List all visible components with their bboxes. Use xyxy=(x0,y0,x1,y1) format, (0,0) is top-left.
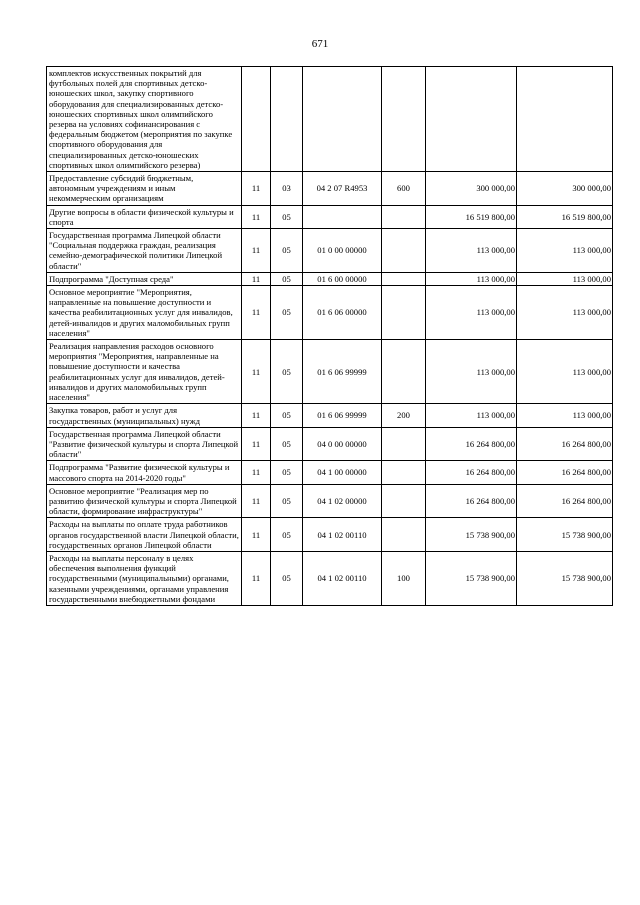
row-name: Государственная программа Липецкой области "Социальная поддержка граждан, реализация семейно-демографической политики Липецкой области" xyxy=(47,229,242,273)
subsection-code xyxy=(271,67,303,172)
amount-2: 15 738 900,00 xyxy=(517,551,613,605)
amount-2: 15 738 900,00 xyxy=(517,518,613,552)
amount-1: 15 738 900,00 xyxy=(426,551,517,605)
amount-1: 16 519 800,00 xyxy=(426,205,517,228)
expense-type-code xyxy=(382,340,426,404)
subsection-code: 05 xyxy=(271,551,303,605)
section-code: 11 xyxy=(242,229,271,273)
section-code: 11 xyxy=(242,461,271,484)
subsection-code: 05 xyxy=(271,484,303,518)
row-name: Другие вопросы в области физической культуры и спорта xyxy=(47,205,242,228)
expense-type-code: 200 xyxy=(382,404,426,427)
target-article-code xyxy=(303,67,382,172)
expense-type-code: 100 xyxy=(382,551,426,605)
row-name: Основное мероприятие "Реализация мер по развитию физической культуры и спорта Липецкой области, формирование инфраструктуры" xyxy=(47,484,242,518)
table-row xyxy=(47,404,613,427)
amount-1: 113 000,00 xyxy=(426,286,517,340)
subsection-code: 03 xyxy=(271,172,303,206)
target-article-code: 01 6 06 99999 xyxy=(303,404,382,427)
target-article-code: 04 1 02 00000 xyxy=(303,484,382,518)
target-article-code: 01 0 00 00000 xyxy=(303,229,382,273)
section-code: 11 xyxy=(242,404,271,427)
expense-type-code xyxy=(382,484,426,518)
expense-type-code xyxy=(382,427,426,461)
row-name: Государственная программа Липецкой области "Развитие физической культуры и спорта Липецкой области" xyxy=(47,427,242,461)
expense-type-code xyxy=(382,205,426,228)
subsection-code: 05 xyxy=(271,272,303,285)
section-code: 11 xyxy=(242,286,271,340)
amount-2: 113 000,00 xyxy=(517,286,613,340)
target-article-code: 04 2 07 R4953 xyxy=(303,172,382,206)
amount-2: 300 000,00 xyxy=(517,172,613,206)
amount-2 xyxy=(517,67,613,172)
amount-1: 16 264 800,00 xyxy=(426,461,517,484)
expense-type-code xyxy=(382,229,426,273)
target-article-code: 04 0 00 00000 xyxy=(303,427,382,461)
expense-type-code xyxy=(382,272,426,285)
target-article-code: 01 6 00 00000 xyxy=(303,272,382,285)
expense-type-code: 600 xyxy=(382,172,426,206)
table-row xyxy=(47,340,613,404)
table-row xyxy=(47,205,613,228)
table-row xyxy=(47,67,613,172)
amount-1: 16 264 800,00 xyxy=(426,484,517,518)
section-code: 11 xyxy=(242,272,271,285)
target-article-code xyxy=(303,205,382,228)
table-row xyxy=(47,286,613,340)
expense-type-code xyxy=(382,67,426,172)
row-name: Расходы на выплаты персоналу в целях обеспечения выполнения функций государственными (муниципальными) органами, казенными учреждениями, органами управления государственными внебюджетными фондами xyxy=(47,551,242,605)
section-code: 11 xyxy=(242,205,271,228)
table-row xyxy=(47,172,613,206)
page-number: 671 xyxy=(311,38,329,50)
table-row xyxy=(47,272,613,285)
amount-2: 113 000,00 xyxy=(517,340,613,404)
expense-type-code xyxy=(382,518,426,552)
subsection-code: 05 xyxy=(271,518,303,552)
section-code: 11 xyxy=(242,172,271,206)
section-code xyxy=(242,67,271,172)
section-code: 11 xyxy=(242,551,271,605)
target-article-code: 04 1 00 00000 xyxy=(303,461,382,484)
target-article-code: 04 1 02 00110 xyxy=(303,518,382,552)
amount-1: 113 000,00 xyxy=(426,272,517,285)
subsection-code: 05 xyxy=(271,340,303,404)
expense-type-code xyxy=(382,461,426,484)
amount-1: 113 000,00 xyxy=(426,340,517,404)
row-name: Основное мероприятие "Мероприятия, направленные на повышение доступности и качества реабилитационных услуг для инвалидов, детей-инвалидов и других маломобильных групп населения" xyxy=(47,286,242,340)
section-code: 11 xyxy=(242,484,271,518)
target-article-code: 01 6 06 99999 xyxy=(303,340,382,404)
amount-2: 16 264 800,00 xyxy=(517,484,613,518)
section-code: 11 xyxy=(242,427,271,461)
subsection-code: 05 xyxy=(271,229,303,273)
table-row xyxy=(47,518,613,552)
row-name: комплектов искусственных покрытий для футбольных полей для спортивных детско-юношеских школ, закупку спортивного оборудования для специализированных детско-юношеских спортивных школ олимпийского резерва на условиях софинансирования с федеральным бюджетом (мероприятия по закупке спортивного оборудования для специализированных детско-юношеских спортивных школ олимпийского резерва) xyxy=(47,67,242,172)
amount-1: 16 264 800,00 xyxy=(426,427,517,461)
amount-1: 113 000,00 xyxy=(426,404,517,427)
amount-1 xyxy=(426,67,517,172)
amount-2: 113 000,00 xyxy=(517,404,613,427)
row-name: Подпрограмма "Развитие физической культуры и массового спорта на 2014-2020 годы" xyxy=(47,461,242,484)
subsection-code: 05 xyxy=(271,205,303,228)
subsection-code: 05 xyxy=(271,461,303,484)
amount-1: 15 738 900,00 xyxy=(426,518,517,552)
amount-2: 113 000,00 xyxy=(517,272,613,285)
subsection-code: 05 xyxy=(271,286,303,340)
amount-1: 300 000,00 xyxy=(426,172,517,206)
table-row xyxy=(47,484,613,518)
amount-2: 113 000,00 xyxy=(517,229,613,273)
amount-2: 16 519 800,00 xyxy=(517,205,613,228)
amount-2: 16 264 800,00 xyxy=(517,427,613,461)
amount-1: 113 000,00 xyxy=(426,229,517,273)
expense-type-code xyxy=(382,286,426,340)
amount-2: 16 264 800,00 xyxy=(517,461,613,484)
subsection-code: 05 xyxy=(271,404,303,427)
table-row xyxy=(47,461,613,484)
row-name: Реализация направления расходов основного мероприятия "Мероприятия, направленные на повышение доступности и качества реабилитационных услуг для инвалидов, детей-инвалидов и других маломобильных групп населения" xyxy=(47,340,242,404)
row-name: Расходы на выплаты по оплате труда работников органов государственной власти Липецкой области, государственных органов Липецкой области xyxy=(47,518,242,552)
section-code: 11 xyxy=(242,340,271,404)
table-row xyxy=(47,427,613,461)
target-article-code: 04 1 02 00110 xyxy=(303,551,382,605)
row-name: Предоставление субсидий бюджетным, автономным учреждениям и иным некоммерческим организациям xyxy=(47,172,242,206)
row-name: Подпрограмма "Доступная среда" xyxy=(47,272,242,285)
budget-table xyxy=(46,66,613,606)
table-row xyxy=(47,551,613,605)
table-row xyxy=(47,229,613,273)
subsection-code: 05 xyxy=(271,427,303,461)
row-name: Закупка товаров, работ и услуг для государственных (муниципальных) нужд xyxy=(47,404,242,427)
target-article-code: 01 6 06 00000 xyxy=(303,286,382,340)
section-code: 11 xyxy=(242,518,271,552)
